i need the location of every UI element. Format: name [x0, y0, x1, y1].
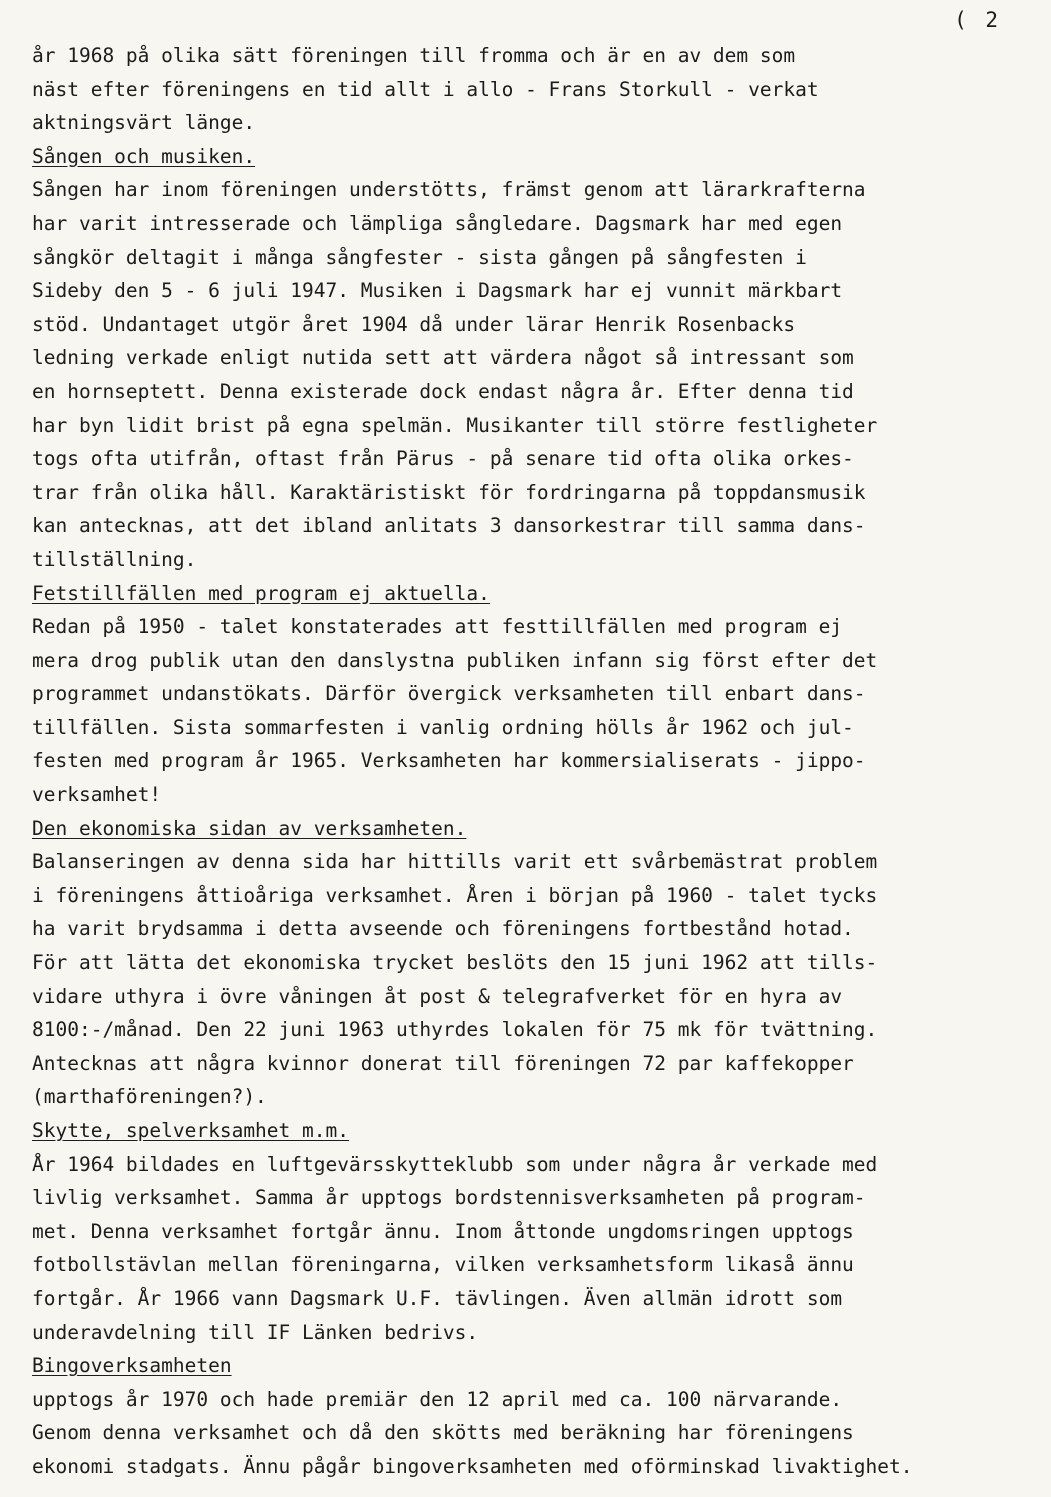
text-line: upptogs år 1970 och hade premiär den 12 april med ca. 100 närvarande. — [32, 1387, 843, 1411]
section-heading: Sången och musiken. — [32, 144, 256, 168]
text-line: i föreningens åttioåriga verksamhet. Åren i början på 1960 - talet tycks — [32, 883, 878, 907]
text-line: mera drog publik utan den danslystna publiken infann sig först efter det — [32, 648, 878, 672]
text-line: programmet undanstökats. Därför övergick verksamheten till enbart dans- — [32, 682, 866, 706]
document-body — [32, 39, 1032, 1484]
text-line: Sången har inom föreningen understötts, främst genom att lärarkrafterna — [32, 178, 866, 202]
text-line: För att lätta det ekonomiska trycket beslöts den 15 juni 1962 att tills- — [32, 951, 878, 975]
text-line: 8100:-/månad. Den 22 juni 1963 uthyrdes lokalen för 75 mk för tvättning. — [32, 1018, 878, 1042]
text-line: ekonomi stadgats. Ännu pågår bingoverksamheten med oförminskad livaktighet. — [32, 1454, 913, 1478]
text-line: Sideby den 5 - 6 juli 1947. Musiken i Dagsmark har ej vunnit märkbart — [32, 279, 843, 303]
text-line: Antecknas att några kvinnor donerat till föreningen 72 par kaffekopper — [32, 1051, 854, 1075]
text-line: (marthaföreningen?). — [32, 1085, 267, 1109]
text-line: vidare uthyra i övre våningen åt post & telegrafverket för en hyra av — [32, 984, 843, 1008]
text-line: stöd. Undantaget utgör året 1904 då under lärar Henrik Rosenbacks — [32, 312, 796, 336]
text-line: Balanseringen av denna sida har hittills varit ett svårbemästrat problem — [32, 850, 878, 874]
section-heading: Fetstillfällen med program ej aktuella. — [32, 581, 490, 605]
text-line: ha varit brydsamma i detta avseende och föreningens fortbestånd hotad. — [32, 917, 854, 941]
text-line: fortgår. År 1966 vann Dagsmark U.F. tävlingen. Även allmän idrott som — [32, 1286, 843, 1310]
text-line: Redan på 1950 - talet konstaterades att festtillfällen med program ej — [32, 615, 843, 639]
text-line: togs ofta utifrån, oftast från Pärus - på senare tid ofta olika orkes- — [32, 447, 854, 471]
section-heading: Skytte, spelverksamhet m.m. — [32, 1119, 349, 1142]
text-line: sångkör deltagit i många sångfester - sista gången på sångfesten i — [32, 245, 807, 269]
text-line: Genom denna verksamhet och då den skötts med beräkning har föreningens — [32, 1421, 854, 1445]
text-line: tillställning. — [32, 547, 197, 571]
text-line: tillfällen. Sista sommarfesten i vanlig ordning hölls år 1962 och jul- — [32, 715, 854, 739]
text-line: verksamhet! — [32, 783, 162, 807]
text-line: underavdelning till IF Länken bedrivs. — [32, 1320, 479, 1344]
text-line: kan antecknas, att det ibland anlitats 3 dansorkestrar till samma dans- — [32, 514, 866, 538]
text-line: har byn lidit brist på egna spelmän. Musikanter till större festligheter — [32, 413, 878, 437]
text-line: har varit intresserade och lämpliga sångledare. Dagsmark har med egen — [32, 211, 843, 235]
text-line: trar från olika håll. Karaktäristiskt för fordringarna på toppdansmusik — [32, 480, 866, 504]
text-line: År 1964 bildades en luftgevärsskytteklubb som under några år verkade med — [32, 1152, 878, 1176]
text-line: en hornseptett. Denna existerade dock endast några år. Efter denna tid — [32, 379, 854, 403]
section-heading: Bingoverksamheten — [32, 1354, 232, 1378]
text-line: met. Denna verksamhet fortgår ännu. Inom åttonde ungdomsringen upptogs — [32, 1219, 854, 1243]
text-line: år 1968 på olika sätt föreningen till fromma och är en av dem som — [32, 44, 796, 67]
text-line: festen med program år 1965. Verksamheten har kommersialiserats - jippo- — [32, 749, 866, 773]
text-line: fotbollstävlan mellan föreningarna, vilken verksamhetsform likaså ännu — [32, 1253, 854, 1277]
text-line: livlig verksamhet. Samma år upptogs bordstennisverksamheten på program- — [32, 1186, 866, 1210]
page-number: ( 2 — [954, 8, 1001, 32]
text-line: näst efter föreningens en tid allt i allo - Frans Storkull - verkat — [32, 77, 819, 101]
section-heading: Den ekonomiska sidan av verksamheten. — [32, 816, 467, 840]
text-line: aktningsvärt länge. — [32, 111, 256, 135]
text-line: ledning verkade enligt nutida sett att värdera något så intressant som — [32, 346, 854, 370]
